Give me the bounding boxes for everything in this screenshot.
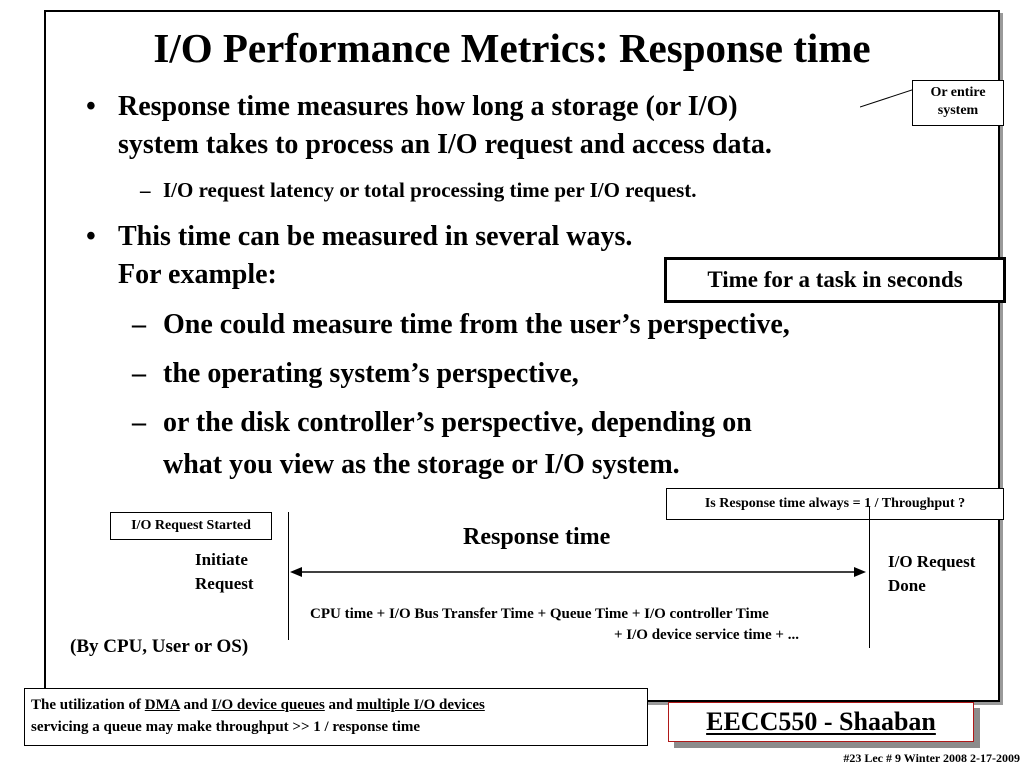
time-for-task-note: Time for a task in seconds — [664, 257, 1006, 303]
bullet-2-sub-1: One could measure time from the user’s perspective, — [163, 309, 790, 340]
callout-line — [860, 86, 918, 108]
utilization-text: and — [179, 697, 212, 713]
slide-footer: #23 Lec # 9 Winter 2008 2-17-2009 — [843, 751, 1020, 765]
dma-term: DMA — [144, 697, 180, 713]
queues-term: I/O device queues — [211, 697, 325, 713]
request-done-label — [888, 550, 975, 598]
request-started-label: I/O Request Started — [110, 512, 272, 540]
response-time-arrow — [290, 562, 866, 582]
slide-title: I/O Performance Metrics: Response time — [153, 25, 871, 71]
utilization-note — [24, 688, 648, 746]
dash-marker: – — [132, 407, 146, 438]
bullet-2-sub-3-line-1: or the disk controller’s perspective, depending on — [163, 407, 752, 438]
utilization-line-2: servicing a queue may make throughput >> 1 / response time — [31, 719, 421, 735]
course-label: EECC550 - Shaaban — [668, 702, 974, 742]
bullet-1-sub-1: I/O request latency or total processing time per I/O request. — [163, 178, 697, 202]
request-done-line-2: Done — [888, 576, 926, 595]
bullet-1-line-1: Response time measures how long a storage (or I/O) — [118, 91, 738, 122]
bullet-2-line-2: For example: — [118, 259, 277, 290]
components-line-2: + I/O device service time + ... — [614, 627, 799, 643]
request-text: Request — [195, 574, 254, 593]
response-time-label: Response time — [463, 524, 611, 550]
start-marker-line — [288, 512, 289, 640]
bullet-1-line-2: system takes to process an I/O request and access data. — [118, 129, 772, 160]
components-line-1: CPU time + I/O Bus Transfer Time + Queue Time + I/O controller Time — [310, 606, 769, 622]
utilization-text: and — [324, 697, 357, 713]
dash-marker: – — [132, 358, 146, 389]
throughput-question-note: Is Response time always = 1 / Throughput ? — [666, 488, 1004, 520]
utilization-text: The utilization of — [31, 697, 145, 713]
or-entire-line-1: Or entire — [930, 85, 986, 100]
end-marker-line — [869, 506, 870, 648]
bullet-marker: • — [86, 221, 96, 252]
utilization-line-1 — [31, 694, 647, 716]
bullet-2-sub-3-line-2: what you view as the storage or I/O system. — [163, 449, 680, 480]
initiate-text: Initiate — [195, 550, 248, 569]
bullet-2-line-1: This time can be measured in several ways. — [118, 221, 633, 252]
bullet-marker: • — [86, 91, 96, 122]
by-cpu-label: (By CPU, User or OS) — [70, 636, 249, 657]
dash-marker: – — [132, 309, 146, 340]
devices-term: multiple I/O devices — [356, 697, 485, 713]
initiate-request-label — [195, 548, 254, 596]
or-entire-system-note — [912, 80, 1004, 126]
bullet-2-sub-2: the operating system’s perspective, — [163, 358, 579, 389]
request-done-line-1: I/O Request — [888, 552, 976, 571]
or-entire-line-2: system — [937, 103, 979, 118]
dash-marker: – — [140, 178, 151, 202]
